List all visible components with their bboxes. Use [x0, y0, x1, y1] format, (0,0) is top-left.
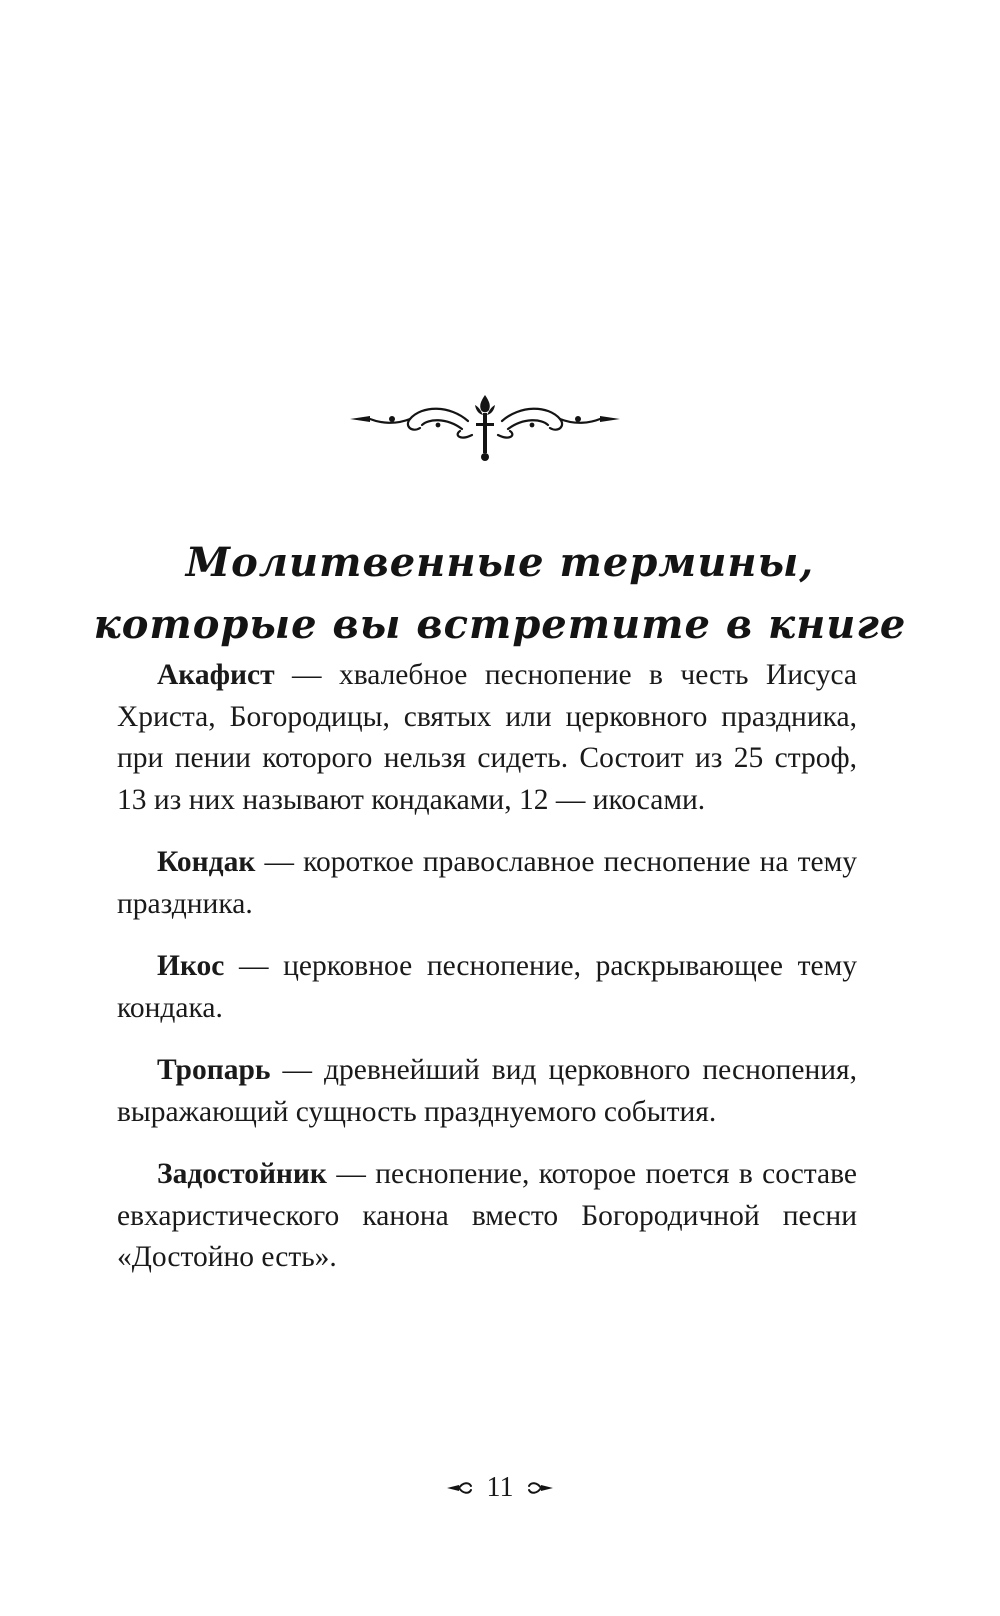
glossary-entry-ikos — [117, 946, 857, 1029]
title-line-1: Молитвенные термины, — [185, 538, 815, 586]
term-name: Тропарь — [157, 1054, 271, 1086]
term-definition: — церковное песнопение, раскрывающее тему кондака. — [117, 950, 857, 1024]
page-title — [0, 532, 1000, 656]
title-line-2: которые вы встретите в книге — [93, 600, 907, 648]
right-ornament-icon — [527, 1480, 553, 1496]
term-name: Кондак — [157, 846, 256, 878]
glossary — [117, 655, 857, 1300]
term-definition: — древнейший вид церковного песнопения, выражающий сущность празднуемого события. — [117, 1054, 857, 1128]
term-name: Задостойник — [157, 1158, 327, 1190]
term-definition: — песнопение, которое поется в составе евхаристического канона вместо Богородичной песни «Достойно есть». — [117, 1158, 857, 1273]
glossary-entry-tropar — [117, 1050, 857, 1133]
glossary-entry-kondak — [117, 842, 857, 925]
term-name: Икос — [157, 950, 225, 982]
glossary-entry-akafist — [117, 655, 857, 821]
glossary-entry-zadostoinik — [117, 1154, 857, 1279]
decorative-flourish-icon — [350, 395, 620, 465]
page-number: 11 — [486, 1472, 514, 1503]
page-footer — [0, 1468, 1000, 1508]
term-name: Акафист — [157, 659, 275, 691]
term-definition: — хвалебное песнопение в честь Иисуса Христа, Богородицы, святых или церковного праздника, при пении которого нельзя сидеть. Состоит из 25 строф, 13 из них называют кондаками, 12 — икосами. — [117, 659, 857, 816]
term-definition: — короткое православное песнопение на тему праздника. — [117, 846, 857, 920]
left-ornament-icon — [447, 1480, 473, 1496]
